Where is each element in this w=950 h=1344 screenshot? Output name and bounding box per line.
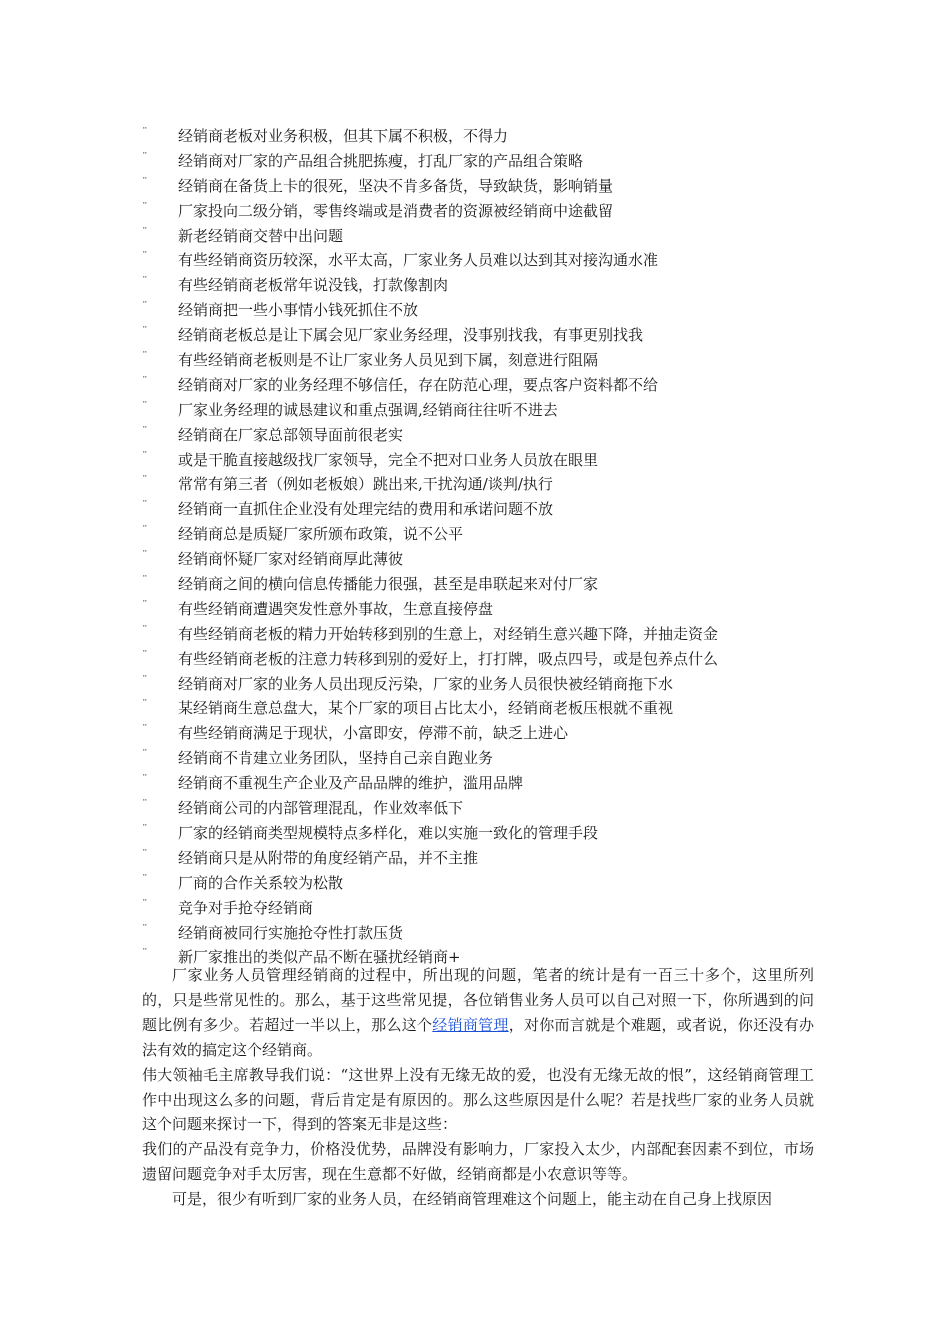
list-item-text: 新厂家推出的类似产品不断在骚扰经销商+ bbox=[178, 948, 461, 967]
list-item bbox=[142, 248, 822, 273]
list-item-text: 或是干脆直接越级找厂家领导，完全不把对口业务人员放在眼里 bbox=[178, 450, 599, 469]
paragraph-1-text: 厂家业务人员管理经销商的过程中，所出现的问题，笔者的统计是有一百三十多个，这里所列的，只是些常见性的。那么，基于这些常见提，各位销售业务人员可以自己对照一下，你所遇到的问题比例有多少。若超过一半以上，那么这个 bbox=[142, 966, 814, 1034]
list-item-text: 有些经销商老板常年说没钱，打款像割肉 bbox=[178, 276, 449, 295]
list-item-text: 厂家业务经理的诚恳建议和重点强调,经销商往往听不进去 bbox=[178, 400, 558, 419]
list-item-text: 经销商之间的横向信息传播能力很强，甚至是串联起来对付厂家 bbox=[178, 575, 599, 594]
list-item bbox=[142, 398, 822, 423]
list-item bbox=[142, 423, 822, 448]
bullet-icon: ¨ bbox=[142, 250, 148, 264]
bullet-icon: ¨ bbox=[142, 947, 148, 961]
list-item-text: 经销商老板对业务积极，但其下属不积极，不得力 bbox=[178, 127, 509, 145]
list-item bbox=[142, 373, 822, 398]
bullet-icon: ¨ bbox=[142, 822, 148, 836]
list-item-text: 经销商把一些小事情小钱死抓住不放 bbox=[178, 301, 419, 320]
bullet-icon: ¨ bbox=[142, 723, 148, 737]
list-item-text: 经销商老板总是让下属会见厂家业务经理，没事别找我，有事更别找我 bbox=[178, 326, 644, 345]
list-item-text: 有些经销商遭遇突发性意外事故，生意直接停盘 bbox=[178, 599, 494, 618]
list-item bbox=[142, 796, 822, 821]
list-item bbox=[142, 572, 822, 597]
list-item-text: 经销商在备货上卡的很死，坚决不肯多备货，导致缺货，影响销量 bbox=[178, 176, 614, 195]
list-item bbox=[142, 298, 822, 323]
list-item bbox=[142, 721, 822, 746]
bullet-icon: ¨ bbox=[142, 872, 148, 886]
list-item bbox=[142, 199, 822, 224]
problem-bullet-list bbox=[142, 124, 822, 970]
list-item-text: 经销商被同行实施抢夺性打款压货 bbox=[178, 923, 404, 942]
list-item-text: 有些经销商满足于现状，小富即安，停滞不前，缺乏上进心 bbox=[178, 724, 569, 743]
bullet-icon: ¨ bbox=[142, 598, 148, 612]
bullet-icon: ¨ bbox=[142, 399, 148, 413]
bullet-icon: ¨ bbox=[142, 847, 148, 861]
list-item-text: 经销商怀疑厂家对经销商厚此薄彼 bbox=[178, 550, 404, 569]
list-item-text: 经销商不肯建立业务团队，坚持自己亲自跑业务 bbox=[178, 749, 494, 768]
paragraph-1 bbox=[142, 963, 814, 1063]
list-item-text: 经销商对厂家的产品组合挑肥拣瘦，打乱厂家的产品组合策略 bbox=[178, 151, 584, 170]
paragraph-3: 我们的产品没有竞争力，价格没优势，品牌没有影响力，厂家投入太少，内部配套因素不到位，市场遗留问题竞争对手太厉害，现在生意都不好做，经销商都是小农意识等等。 bbox=[142, 1140, 814, 1184]
list-item bbox=[142, 771, 822, 796]
list-item bbox=[142, 696, 822, 721]
bullet-icon: ¨ bbox=[142, 623, 148, 637]
list-item-text: 经销商只是从附带的角度经销产品，并不主推 bbox=[178, 848, 479, 867]
list-item bbox=[142, 273, 822, 298]
list-item bbox=[142, 746, 822, 771]
bullet-icon: ¨ bbox=[142, 325, 148, 339]
list-item bbox=[142, 821, 822, 846]
paragraph-4: 可是，很少有听到厂家的业务人员，在经销商管理难这个问题上，能主动在自己身上找原因 bbox=[172, 1190, 773, 1209]
bullet-icon: ¨ bbox=[142, 549, 148, 563]
bullet-icon: ¨ bbox=[142, 773, 148, 787]
bullet-icon: ¨ bbox=[142, 474, 148, 488]
list-item bbox=[142, 672, 822, 697]
bullet-icon: ¨ bbox=[142, 922, 148, 936]
list-item-text: 有些经销商老板的精力开始转移到别的生意上，对经销生意兴趣下降，并抽走资金 bbox=[178, 624, 719, 643]
paragraph-1-text-end: ，对你而言就是个难题，或者说，你还没有办法有效的搞定这个经销商。 bbox=[142, 1015, 814, 1059]
list-item-text: 经销商不重视生产企业及产品品牌的维护，滥用品牌 bbox=[178, 774, 524, 793]
list-item-text: 经销商一直抓住企业没有处理完结的费用和承诺问题不放 bbox=[178, 500, 554, 519]
bullet-icon: ¨ bbox=[142, 150, 148, 164]
body-text bbox=[142, 963, 814, 1212]
list-item-text: 厂商的合作关系较为松散 bbox=[178, 873, 344, 892]
list-item-text: 有些经销商老板则是不让厂家业务人员见到下属，刻意进行阻隔 bbox=[178, 351, 599, 370]
bullet-icon: ¨ bbox=[142, 648, 148, 662]
bullet-icon: ¨ bbox=[142, 200, 148, 214]
list-item bbox=[142, 472, 822, 497]
bullet-icon: ¨ bbox=[142, 524, 148, 538]
list-item-text: 经销商公司的内部管理混乱，作业效率低下 bbox=[178, 799, 464, 818]
list-item bbox=[142, 871, 822, 896]
bullet-icon: ¨ bbox=[142, 350, 148, 364]
bullet-icon: ¨ bbox=[142, 897, 148, 911]
list-item-text: 经销商在厂家总部领导面前很老实 bbox=[178, 425, 404, 444]
bullet-icon: ¨ bbox=[142, 275, 148, 289]
list-item-text: 经销商总是质疑厂家所颁布政策，说不公平 bbox=[178, 525, 464, 544]
list-item bbox=[142, 174, 822, 199]
list-item-text: 厂家投向二级分销，零售终端或是消费者的资源被经销商中途截留 bbox=[178, 201, 614, 220]
list-item bbox=[142, 921, 822, 946]
list-item-text: 有些经销商老板的注意力转移到别的爱好上，打打牌，吸点四号，或是包养点什么 bbox=[178, 649, 719, 668]
list-item-text: 某经销商生意总盘大，某个厂家的项目占比太小，经销商老板压根就不重视 bbox=[178, 699, 674, 718]
list-item-text: 经销商对厂家的业务经理不够信任，存在防范心理，要点客户资料都不给 bbox=[178, 375, 659, 394]
paragraph-2: 伟大领袖毛主席教导我们说：“这世界上没有无缘无故的爱，也没有无缘无故的恨”，这经销商管理工作中出现这么多的问题，背后肯定是有原因的。那么这些原因是什么呢？若是找些厂家的业务人员就这个问题来探讨一下，得到的答案无非是这些： bbox=[142, 1065, 814, 1134]
list-item bbox=[142, 522, 822, 547]
bullet-icon: ¨ bbox=[142, 499, 148, 513]
bullet-icon: ¨ bbox=[142, 300, 148, 314]
list-item-text: 竞争对手抢夺经销商 bbox=[178, 898, 314, 917]
list-item bbox=[142, 647, 822, 672]
bullet-icon: ¨ bbox=[142, 698, 148, 712]
list-item bbox=[142, 547, 822, 572]
bullet-icon: ¨ bbox=[142, 424, 148, 438]
bullet-icon: ¨ bbox=[142, 673, 148, 687]
bullet-icon: ¨ bbox=[142, 175, 148, 189]
bullet-icon: ¨ bbox=[142, 798, 148, 812]
list-item bbox=[142, 622, 822, 647]
list-item-text: 厂家的经销商类型规模特点多样化，难以实施一致化的管理手段 bbox=[178, 823, 599, 842]
list-item bbox=[142, 497, 822, 522]
bullet-icon: ¨ bbox=[142, 126, 148, 139]
list-item bbox=[142, 224, 822, 249]
list-item bbox=[142, 597, 822, 622]
list-item bbox=[142, 348, 822, 373]
bullet-icon: ¨ bbox=[142, 374, 148, 388]
list-item-text: 经销商对厂家的业务人员出现反污染，厂家的业务人员很快被经销商拖下水 bbox=[178, 674, 674, 693]
list-item-text: 有些经销商资历较深，水平太高，厂家业务人员难以达到其对接沟通水准 bbox=[178, 251, 659, 270]
list-item-text: 常常有第三者（例如老板娘）跳出来,干扰沟通/谈判/执行 bbox=[178, 475, 553, 494]
bullet-icon: ¨ bbox=[142, 574, 148, 588]
list-item bbox=[142, 896, 822, 921]
bullet-icon: ¨ bbox=[142, 225, 148, 239]
dealer-management-link[interactable]: 经销商管理 bbox=[432, 1015, 509, 1034]
list-item-text: 新老经销商交替中出问题 bbox=[178, 226, 344, 245]
list-item bbox=[142, 124, 822, 149]
list-item bbox=[142, 846, 822, 871]
list-item bbox=[142, 448, 822, 473]
list-item bbox=[142, 323, 822, 348]
list-item bbox=[142, 149, 822, 174]
bullet-icon: ¨ bbox=[142, 748, 148, 762]
bullet-icon: ¨ bbox=[142, 449, 148, 463]
